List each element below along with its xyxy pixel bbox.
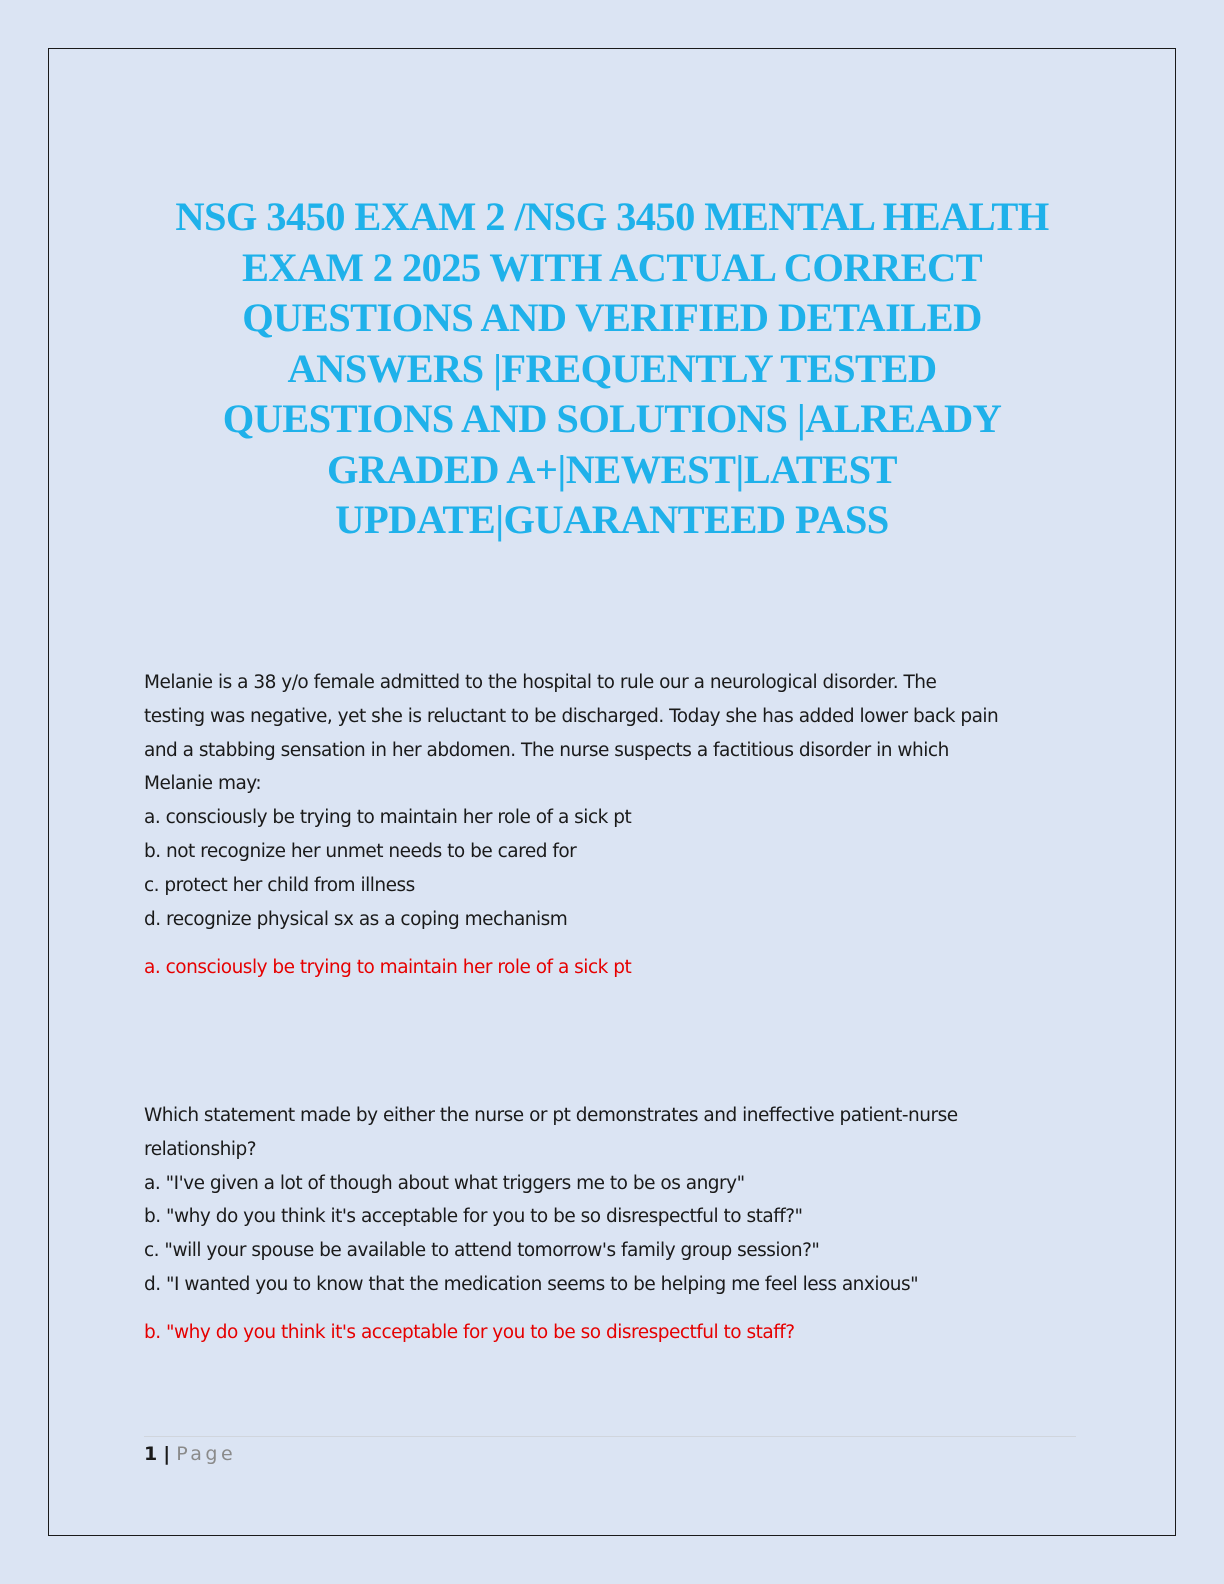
title-line: EXAM 2 2025 WITH ACTUAL CORRECT: [241, 244, 983, 290]
title-line: NSG 3450 EXAM 2 /NSG 3450 MENTAL HEALTH: [175, 194, 1049, 239]
option-d: d. recognize physical sx as a coping mechanism: [144, 908, 568, 930]
page-number: 1: [144, 1443, 158, 1465]
question-2: [144, 1099, 1104, 1302]
title-line: ANSWERS |FREQUENTLY TESTED: [287, 345, 937, 391]
question-stem-line: Which statement made by either the nurse or pt demonstrates and ineffective patient-nurse: [144, 1105, 958, 1126]
answer-2: b. "why do you think it's acceptable for you to be so disrespectful to staff?: [144, 1322, 795, 1343]
option-a: a. consciously be trying to maintain her role of a sick pt: [144, 807, 632, 829]
option-b: b. "why do you think it's acceptable for you to be so disrespectful to staff?": [144, 1206, 803, 1228]
page-footer: [144, 1442, 236, 1466]
option-c: c. "will your spouse be available to attend tomorrow's family group session?": [144, 1240, 820, 1262]
title-line: UPDATE|GUARANTEED PASS: [335, 497, 889, 542]
question-stem-line: and a stabbing sensation in her abdomen. The nurse suspects a factitious disorder in which: [144, 739, 949, 761]
question-stem-line: relationship?: [144, 1138, 257, 1160]
title-line: QUESTIONS AND SOLUTIONS |ALREADY: [222, 396, 1002, 441]
title-line: QUESTIONS AND VERIFIED DETAILED: [242, 295, 982, 340]
question-stem-line: Melanie may:: [144, 773, 262, 795]
footer-divider: [144, 1436, 1076, 1437]
question-stem-line: testing was negative, yet she is reluctant to be discharged. Today she has added lower back pain: [144, 705, 999, 727]
option-c: c. protect her child from illness: [144, 874, 415, 896]
question-1: [144, 666, 1104, 936]
title-line: GRADED A+|NEWEST|LATEST: [327, 446, 897, 492]
option-a: a. "I've given a lot of though about what triggers me to be os angry": [144, 1172, 745, 1194]
option-b: b. not recognize her unmet needs to be cared for: [144, 840, 577, 862]
question-stem-line: Melanie is a 38 y/o female admitted to the hospital to rule our a neurological disorder. The: [144, 672, 937, 693]
footer-separator: |: [163, 1443, 171, 1465]
document-title: [128, 192, 1096, 546]
option-d: d. "I wanted you to know that the medication seems to be helping me feel less anxious": [144, 1273, 919, 1295]
page-label: Page: [176, 1443, 237, 1465]
answer-1: a. consciously be trying to maintain her role of a sick pt: [144, 957, 632, 978]
